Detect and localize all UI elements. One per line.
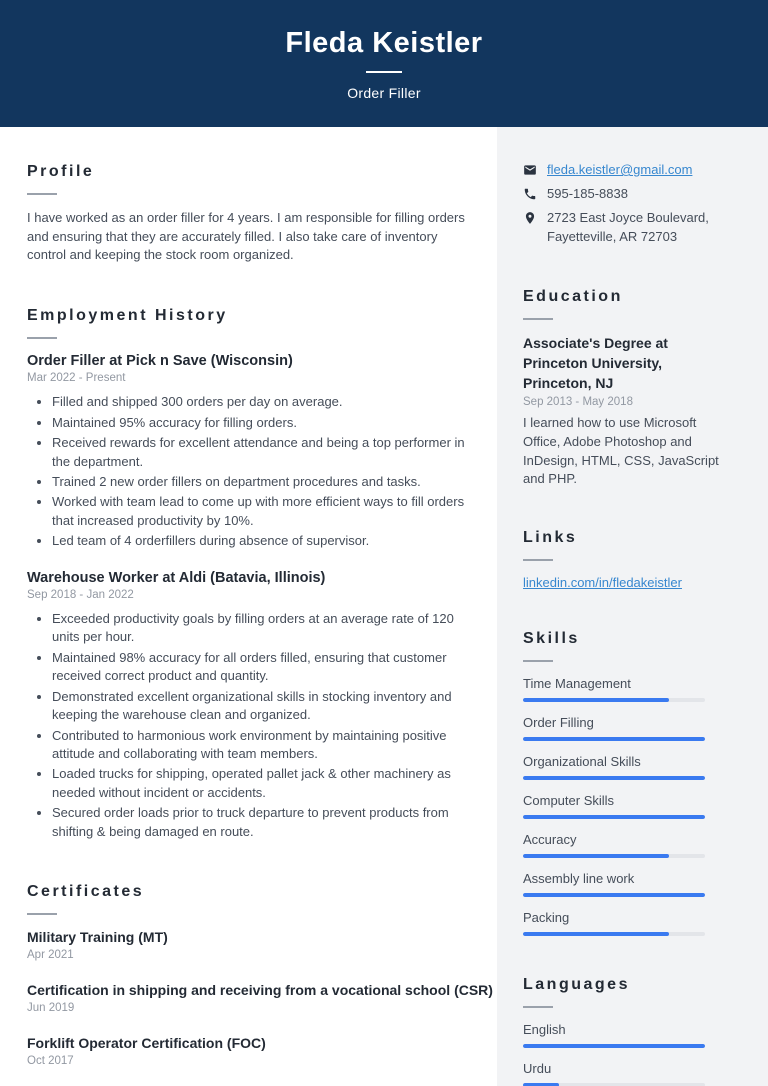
education-description: I learned how to use Microsoft Office, Adobe Photoshop and InDesign, HTML, CSS, JavaScript and PHP. bbox=[523, 415, 719, 487]
skill-name: Assembly line work bbox=[523, 871, 635, 887]
job-bullet: • Worked with team lead to come up with more efficient ways to fill orders that increased productivity by 10%. bbox=[52, 493, 470, 530]
map-pin-icon bbox=[523, 211, 537, 225]
certificate-name: Certification in shipping and receiving from a vocational school (CSR) bbox=[27, 982, 493, 999]
skill-list bbox=[523, 676, 732, 936]
skill-bar-track bbox=[523, 932, 705, 936]
email-link[interactable]: fleda.keistler@gmail.com bbox=[547, 162, 693, 177]
links-title: Links bbox=[523, 529, 578, 547]
certificates-title: Certificates bbox=[27, 883, 145, 901]
address bbox=[547, 209, 709, 247]
skill-name: Order Filling bbox=[523, 715, 594, 731]
contact-address-row bbox=[523, 209, 732, 247]
languages-title: Languages bbox=[523, 976, 630, 994]
person-name: Fleda Keistler bbox=[285, 26, 483, 59]
skill-name: Time Management bbox=[523, 676, 631, 692]
certificate-entry bbox=[27, 1035, 470, 1067]
skill-bar-fill bbox=[523, 698, 669, 702]
section-divider bbox=[523, 559, 553, 561]
section-divider bbox=[523, 1006, 553, 1008]
certificate-entry bbox=[27, 982, 493, 1015]
job-dates: Mar 2022 - Present bbox=[27, 372, 126, 385]
address-line-2: Fayetteville, AR 72703 bbox=[547, 228, 678, 244]
contact-phone-row bbox=[523, 185, 732, 204]
job-bullet: • Trained 2 new order fillers on department procedures and tasks. bbox=[52, 473, 470, 491]
job-bullet-list bbox=[27, 393, 470, 551]
job-entry bbox=[27, 570, 470, 841]
certificate-entry bbox=[27, 929, 470, 961]
skills-title: Skills bbox=[523, 630, 580, 648]
contact-block bbox=[523, 161, 732, 246]
certificate-list bbox=[27, 929, 493, 1068]
skill-bar-track bbox=[523, 776, 705, 780]
employment-title: Employment History bbox=[27, 307, 228, 325]
job-bullet: • Exceeded productivity goals by filling orders at an average rate of 120 units per hour. bbox=[52, 610, 470, 647]
skills-section bbox=[523, 630, 732, 936]
job-bullet-list bbox=[27, 610, 470, 841]
languages-section bbox=[523, 976, 732, 1086]
skill-bar-track bbox=[523, 893, 705, 897]
skill-item bbox=[523, 676, 732, 702]
job-bullet: • Contributed to harmonious work environment by maintaining positive attitude and collaborating with team members. bbox=[52, 727, 470, 764]
skill-bar-fill bbox=[523, 815, 705, 819]
language-item bbox=[523, 1022, 732, 1048]
certificates-section bbox=[27, 883, 493, 1068]
education-degree: Associate's Degree at Princeton University, Princeton, NJ bbox=[523, 335, 668, 391]
address-line-1: 2723 East Joyce Boulevard, bbox=[547, 209, 709, 225]
envelope-icon bbox=[523, 163, 537, 177]
skill-name: Packing bbox=[523, 910, 570, 926]
skill-item bbox=[523, 832, 732, 858]
skill-item bbox=[523, 871, 732, 897]
skill-name: Organizational Skills bbox=[523, 754, 641, 770]
certificate-date: Jun 2019 bbox=[27, 1002, 75, 1015]
job-bullet: • Maintained 98% accuracy for all orders filled, ensuring that customer received correct product and quantity. bbox=[52, 649, 470, 686]
contact-email-row bbox=[523, 161, 732, 180]
header bbox=[0, 0, 768, 127]
profile-section bbox=[27, 163, 470, 265]
job-role: Order Filler at Pick n Save (Wisconsin) bbox=[27, 353, 293, 370]
skill-name: Accuracy bbox=[523, 832, 577, 848]
header-divider bbox=[366, 71, 402, 73]
phone-number: 595-185-8838 bbox=[547, 185, 628, 201]
education-dates: Sep 2013 - May 2018 bbox=[523, 396, 633, 409]
language-bar-fill bbox=[523, 1044, 705, 1048]
language-item bbox=[523, 1061, 732, 1086]
skill-bar-track bbox=[523, 698, 705, 702]
main-column bbox=[0, 127, 497, 1086]
skill-item bbox=[523, 910, 732, 936]
job-dates: Sep 2018 - Jan 2022 bbox=[27, 588, 134, 601]
skill-name: Computer Skills bbox=[523, 793, 615, 809]
education-section bbox=[523, 288, 732, 489]
job-bullet: • Filled and shipped 300 orders per day on average. bbox=[52, 393, 470, 411]
job-bullet: • Received rewards for excellent attendance and being a top performer in the department. bbox=[52, 434, 470, 471]
skill-item bbox=[523, 793, 732, 819]
skill-item bbox=[523, 715, 732, 741]
job-role: Warehouse Worker at Aldi (Batavia, Illinois) bbox=[27, 569, 326, 586]
section-divider bbox=[27, 913, 57, 915]
job-bullet: • Maintained 95% accuracy for filling orders. bbox=[52, 414, 470, 432]
job-entry bbox=[27, 353, 470, 551]
employment-section bbox=[27, 307, 470, 841]
language-name: Urdu bbox=[523, 1061, 552, 1077]
language-name: English bbox=[523, 1022, 566, 1038]
certificate-name: Forklift Operator Certification (FOC) bbox=[27, 1035, 266, 1052]
language-list bbox=[523, 1022, 732, 1086]
job-bullet: • Loaded trucks for shipping, operated pallet jack & other machinery as needed without incident or accidents. bbox=[52, 765, 470, 802]
link-list bbox=[523, 575, 732, 590]
job-bullet: • Led team of 4 orderfillers during absence of supervisor. bbox=[52, 532, 470, 550]
skill-bar-track bbox=[523, 815, 705, 819]
profile-text: I have worked as an order filler for 4 years. I am responsible for filling orders and ensuring that they are accurately filled. I also take care of inventory control and keeping the stock room organized. bbox=[27, 210, 465, 263]
section-divider bbox=[523, 318, 553, 320]
language-bar-track bbox=[523, 1044, 705, 1048]
skill-bar-track bbox=[523, 737, 705, 741]
section-divider bbox=[523, 660, 553, 662]
skill-bar-fill bbox=[523, 737, 705, 741]
phone-icon bbox=[523, 187, 537, 201]
person-job-title: Order Filler bbox=[347, 84, 421, 101]
links-section bbox=[523, 529, 732, 590]
certificate-name: Military Training (MT) bbox=[27, 929, 168, 946]
skill-bar-fill bbox=[523, 932, 669, 936]
education-title: Education bbox=[523, 288, 623, 306]
section-divider bbox=[27, 337, 57, 339]
linkedin-link[interactable]: linkedin.com/in/fledakeistler bbox=[523, 575, 682, 591]
skill-item bbox=[523, 754, 732, 780]
certificate-date: Apr 2021 bbox=[27, 949, 74, 962]
profile-title: Profile bbox=[27, 163, 95, 180]
skill-bar-fill bbox=[523, 776, 705, 780]
sidebar bbox=[497, 127, 768, 1086]
certificate-date: Oct 2017 bbox=[27, 1055, 74, 1068]
job-bullet: • Demonstrated excellent organizational skills in stocking inventory and keeping the warehouse clean and organized. bbox=[52, 688, 470, 725]
skill-bar-fill bbox=[523, 893, 705, 897]
section-divider bbox=[27, 193, 57, 195]
job-list bbox=[27, 353, 470, 841]
skill-bar-track bbox=[523, 854, 705, 858]
content bbox=[0, 127, 768, 1086]
skill-bar-fill bbox=[523, 854, 669, 858]
job-bullet: • Secured order loads prior to truck departure to prevent products from shifting & being damaged en route. bbox=[52, 804, 470, 841]
